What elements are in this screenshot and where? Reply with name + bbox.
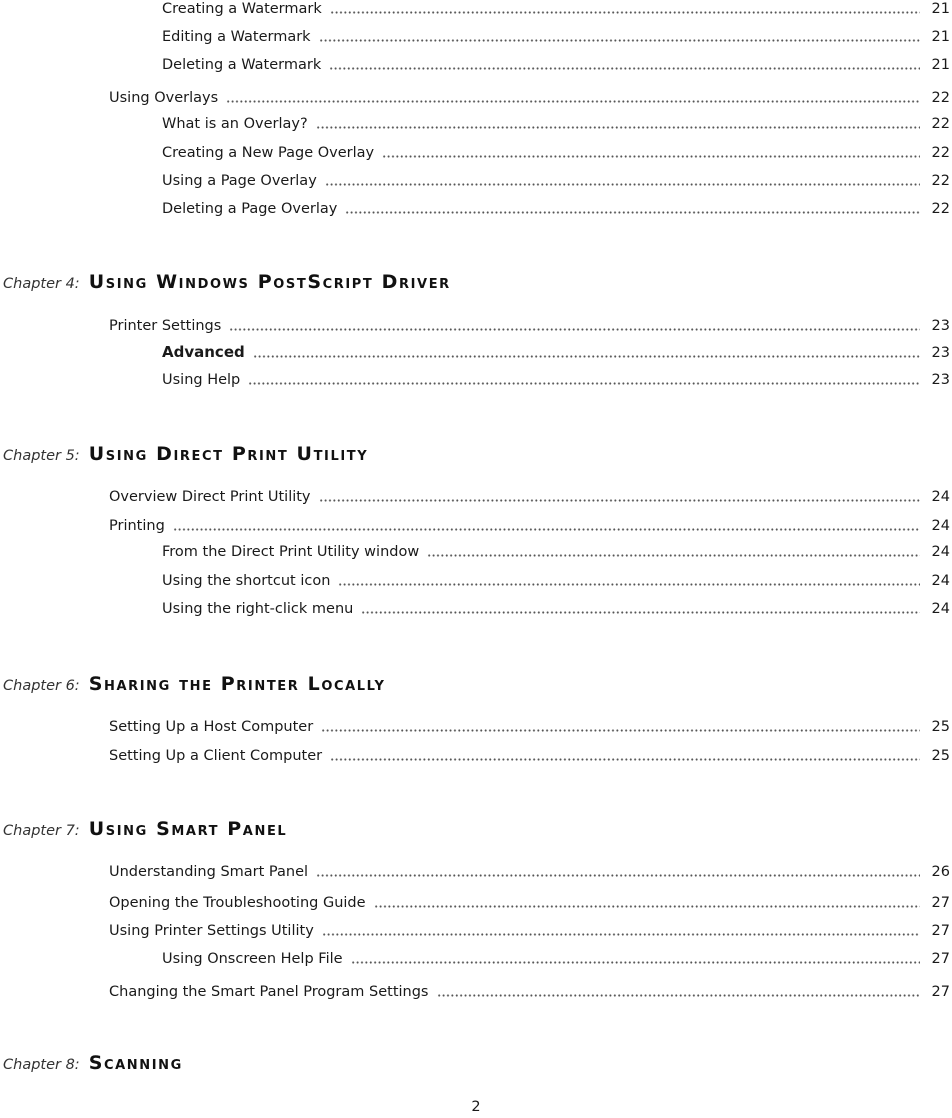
- toc-entry-page: 26: [931, 864, 950, 880]
- chapter-heading-8: [3, 1052, 183, 1074]
- toc-entry-label: What is an Overlay?: [162, 116, 308, 132]
- toc-entry-page: 24: [931, 573, 950, 589]
- toc-entry-page: 23: [931, 345, 950, 361]
- toc-entry-label: Using Printer Settings Utility: [109, 923, 314, 939]
- toc-entry[interactable]: [109, 317, 950, 335]
- toc-entry[interactable]: [109, 894, 950, 912]
- chapter-label: Chapter 5:: [3, 448, 80, 464]
- toc-entry[interactable]: [109, 747, 950, 765]
- toc-entry-page: 22: [931, 90, 950, 106]
- toc-entry-page: 27: [931, 951, 950, 967]
- toc-entry-label: Printer Settings: [109, 318, 222, 334]
- chapter-title: Using Windows PostScript Driver: [88, 271, 451, 293]
- toc-entry-label: From the Direct Print Utility window: [162, 544, 420, 560]
- leader-dots: [226, 100, 920, 103]
- chapter-title: Sharing the Printer Locally: [88, 673, 386, 695]
- toc-entry[interactable]: [162, 343, 950, 362]
- toc-entry-label: Using the right-click menu: [162, 601, 354, 617]
- toc-entry[interactable]: [162, 115, 950, 133]
- toc-entry[interactable]: [109, 517, 950, 535]
- toc-entry-page: 24: [931, 518, 950, 534]
- toc-entry[interactable]: [109, 922, 950, 940]
- toc-entry-label: Editing a Watermark: [162, 29, 311, 45]
- toc-entry-page: 27: [931, 895, 950, 911]
- toc-entry[interactable]: [162, 371, 950, 389]
- chapter-label: Chapter 8:: [3, 1057, 80, 1073]
- chapter-heading-5: [3, 443, 368, 465]
- leader-dots: [345, 211, 920, 214]
- leader-dots: [374, 905, 920, 908]
- toc-entry-page: 21: [931, 29, 950, 45]
- chapter-label: Chapter 4:: [3, 276, 80, 292]
- toc-entry-label: Deleting a Watermark: [162, 57, 322, 73]
- toc-entry[interactable]: [162, 144, 950, 162]
- toc-entry-page: 25: [931, 719, 950, 735]
- chapter-label: Chapter 7:: [3, 823, 80, 839]
- chapter-heading-4: [3, 271, 451, 293]
- page-number: 2: [471, 1099, 481, 1115]
- toc-entry-label: Advanced: [162, 343, 245, 361]
- leader-dots: [427, 554, 920, 557]
- leader-dots: [361, 611, 920, 614]
- leader-dots: [437, 994, 921, 997]
- toc-entry[interactable]: [162, 572, 950, 590]
- toc-entry-page: 27: [931, 984, 950, 1000]
- toc-entry-page: 23: [931, 372, 950, 388]
- toc-entry[interactable]: [109, 718, 950, 736]
- leader-dots: [330, 758, 920, 761]
- leader-dots: [316, 874, 920, 877]
- toc-entry-label: Changing the Smart Panel Program Settings: [109, 984, 429, 1000]
- toc-entry-label: Setting Up a Client Computer: [109, 748, 323, 764]
- toc-entry-label: Using a Page Overlay: [162, 173, 317, 189]
- leader-dots: [248, 382, 920, 385]
- chapter-heading-7: [3, 818, 287, 840]
- leader-dots: [253, 355, 920, 358]
- toc-entry-page: 21: [931, 57, 950, 73]
- toc-entry-page: 24: [931, 544, 950, 560]
- toc-entry[interactable]: [109, 488, 950, 506]
- chapter-title: Using Smart Panel: [88, 818, 288, 840]
- leader-dots: [322, 933, 920, 936]
- toc-entry[interactable]: [162, 600, 950, 618]
- toc-entry[interactable]: [162, 56, 950, 74]
- toc-entry-label: Using Onscreen Help File: [162, 951, 343, 967]
- leader-dots: [321, 729, 920, 732]
- chapter-title: Using Direct Print Utility: [88, 443, 369, 465]
- toc-entry[interactable]: [109, 983, 950, 1001]
- toc-entry-label: Deleting a Page Overlay: [162, 201, 338, 217]
- leader-dots: [329, 67, 920, 70]
- chapter-label: Chapter 6:: [3, 678, 80, 694]
- toc-entry-page: 22: [931, 145, 950, 161]
- toc-entry-label: Printing: [109, 518, 165, 534]
- toc-entry-page: 25: [931, 748, 950, 764]
- toc-entry-page: 21: [931, 1, 950, 17]
- leader-dots: [316, 126, 920, 129]
- toc-entry[interactable]: [109, 863, 950, 881]
- toc-entry-page: 24: [931, 489, 950, 505]
- toc-entry-label: Using Help: [162, 372, 241, 388]
- leader-dots: [173, 528, 920, 531]
- toc-entry-label: Overview Direct Print Utility: [109, 489, 311, 505]
- toc-entry-label: Setting Up a Host Computer: [109, 719, 314, 735]
- chapter-heading-6: [3, 673, 386, 695]
- leader-dots: [330, 11, 920, 14]
- leader-dots: [338, 583, 920, 586]
- leader-dots: [351, 961, 920, 964]
- toc-entry-page: 27: [931, 923, 950, 939]
- toc-entry[interactable]: [162, 172, 950, 190]
- leader-dots: [382, 155, 920, 158]
- toc-entry-page: 24: [931, 601, 950, 617]
- leader-dots: [319, 39, 920, 42]
- toc-entry-label: Using Overlays: [109, 90, 219, 106]
- toc-entry-label: Opening the Troubleshooting Guide: [109, 895, 366, 911]
- leader-dots: [325, 183, 920, 186]
- toc-entry[interactable]: [162, 950, 950, 968]
- chapter-title: Scanning: [88, 1052, 183, 1074]
- toc-entry-label: Using the shortcut icon: [162, 573, 331, 589]
- toc-entry[interactable]: [162, 0, 950, 18]
- toc-entry[interactable]: [162, 200, 950, 218]
- toc-entry-page: 22: [931, 116, 950, 132]
- toc-entry-label: Creating a New Page Overlay: [162, 145, 375, 161]
- toc-entry[interactable]: [109, 89, 950, 107]
- leader-dots: [229, 328, 920, 331]
- toc-entry-page: 22: [931, 173, 950, 189]
- toc-entry-page: 22: [931, 201, 950, 217]
- toc-entry[interactable]: [162, 543, 950, 561]
- toc-entry-page: 23: [931, 318, 950, 334]
- toc-entry[interactable]: [162, 28, 950, 46]
- leader-dots: [319, 499, 920, 502]
- toc-entry-label: Creating a Watermark: [162, 1, 322, 17]
- toc-entry-label: Understanding Smart Panel: [109, 864, 309, 880]
